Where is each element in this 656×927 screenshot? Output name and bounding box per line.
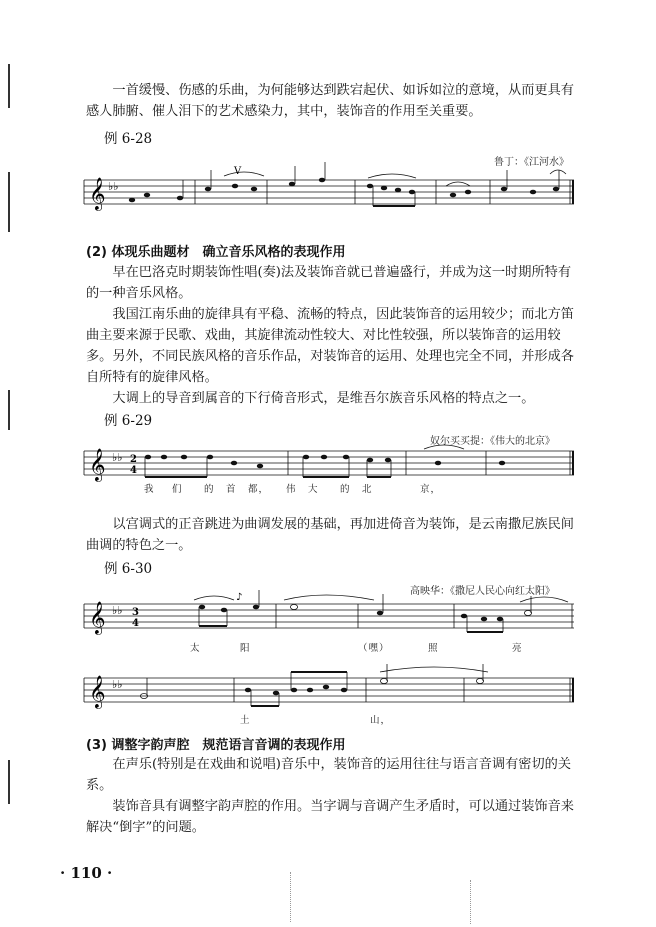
lyric-syllable: 伟 xyxy=(286,484,297,495)
lyric-syllable: （嘿） xyxy=(358,643,390,654)
svg-text:♭♭: ♭♭ xyxy=(108,180,119,193)
lyric-syllable: 土 xyxy=(240,715,251,726)
svg-text:♪: ♪ xyxy=(236,592,243,603)
paragraph: 装饰音具有调整字韵声腔的作用。当字调与音调产生矛盾时，可以通过装饰音来解决“倒字”的问题。 xyxy=(86,799,574,835)
paragraph: 以宫调式的正音跳进为曲调发展的基础，再加进倚音为装饰，是云南撒尼族民间曲调的特色之一。 xyxy=(86,517,574,553)
svg-text:3: 3 xyxy=(132,607,139,618)
svg-text:𝄞: 𝄞 xyxy=(89,601,106,634)
svg-text:4: 4 xyxy=(132,618,139,629)
example-label: 例 6-30 xyxy=(104,561,153,577)
music-staff-6-28 xyxy=(84,166,584,216)
lyric-syllable: 京， xyxy=(420,484,442,495)
example-label: 例 6-29 xyxy=(104,413,153,429)
example-label: 例 6-28 xyxy=(104,131,153,147)
paragraph: 大调上的导音到属音的下行倚音形式，是维吾尔族音乐风格的特点之一。 xyxy=(112,391,535,406)
lyric-syllable: 首 xyxy=(226,484,237,495)
scan-artifact xyxy=(290,872,292,922)
lyric-syllable: 照 xyxy=(428,643,439,654)
svg-text:♭♭: ♭♭ xyxy=(112,451,123,464)
lyric-syllable: 的 xyxy=(340,484,351,495)
paragraph: 早在巴洛克时期装饰性唱(奏)法及装饰音就已普遍盛行，并成为这一时期所特有的一种音乐风格。 xyxy=(86,265,572,301)
page-number: · 110 · xyxy=(60,864,113,882)
lyric-syllable: 太 xyxy=(190,643,201,654)
music-staff-6-30-line2 xyxy=(84,676,584,716)
svg-text:V: V xyxy=(234,166,242,177)
lyric-syllable: 们 xyxy=(172,484,183,495)
music-staff-6-30-line1 xyxy=(84,592,584,642)
lyric-syllable: 我 xyxy=(144,484,155,495)
lyric-syllable: 山， xyxy=(370,715,392,726)
paragraph: 另外，不同民族风格的音乐作品，对装饰音的运用、处理也完全不同，并形成各自所特有的旋律风格。 xyxy=(86,349,574,385)
lyric-syllable: 阳 xyxy=(240,643,251,654)
lyric-syllable: 北 xyxy=(362,484,373,495)
svg-text:𝄞: 𝄞 xyxy=(89,675,106,708)
example-attribution: 鲁丁：《江河水》 xyxy=(494,157,569,168)
paragraph: 在声乐(特别是在戏曲和说唱)音乐中，装饰音的运用往往与语言音调有密切的关系。 xyxy=(86,757,572,793)
scan-edge-mark xyxy=(8,172,10,232)
svg-text:♭♭: ♭♭ xyxy=(112,678,123,691)
example-attribution: 高映华：《撒尼人民心向红太阳》 xyxy=(410,586,555,597)
section-heading: (3) 调整字韵声腔 规范语言音调的表现作用 xyxy=(86,738,346,753)
paragraph: 我国江南乐曲的旋律具有平稳、流畅的特点，因此装饰音的运用较少；而北方笛曲主要来源于民歌、戏曲，其旋律流动性较大、对比性较强，所以装饰音的运用较多。 xyxy=(86,307,574,364)
svg-text:4: 4 xyxy=(130,465,137,476)
scan-edge-mark xyxy=(8,64,10,108)
lyric-syllable: 亮 xyxy=(512,643,523,654)
lyric-syllable: 都， xyxy=(248,484,270,495)
svg-text:2: 2 xyxy=(130,454,137,465)
svg-text:𝄞: 𝄞 xyxy=(89,448,106,481)
scan-edge-mark xyxy=(8,390,10,430)
scan-edge-mark xyxy=(8,760,10,804)
music-staff-6-29 xyxy=(84,449,584,489)
lyric-syllable: 大 xyxy=(308,484,319,495)
lyric-syllable: 的 xyxy=(204,484,215,495)
example-attribution: 奴尔买买提：《伟大的北京》 xyxy=(430,436,555,447)
intro-paragraph: 一首缓慢、伤感的乐曲，为何能够达到跌宕起伏、如诉如泣的意境，从而更具有感人肺腑、催人泪下的艺术感染力，其中，装饰音的作用至关重要。 xyxy=(86,83,574,119)
scan-artifact xyxy=(470,880,472,924)
svg-text:♭♭: ♭♭ xyxy=(112,604,123,617)
svg-text:𝄞: 𝄞 xyxy=(89,177,106,210)
section-heading: (2) 体现乐曲题材 确立音乐风格的表现作用 xyxy=(86,245,346,260)
